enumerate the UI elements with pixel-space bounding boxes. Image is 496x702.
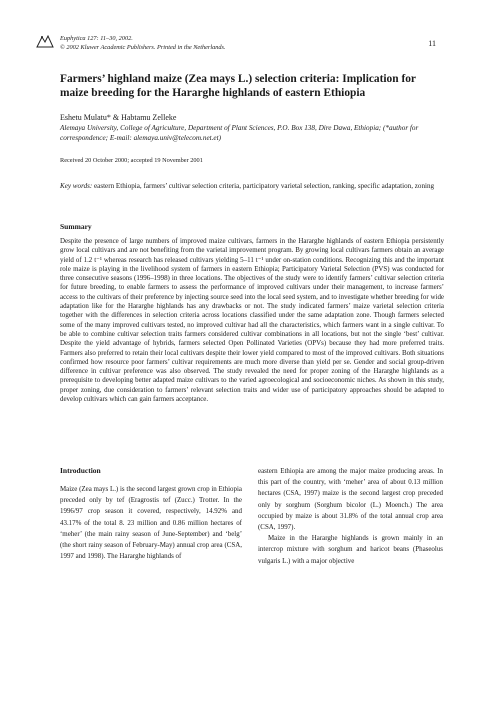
journal-citation: Euphytica 127: 11–30, 2002. [60,35,133,42]
copyright-line: © 2002 Kluwer Academic Publishers. Printed in the Netherlands. [60,43,226,51]
intro-paragraph: Maize in the Hararghe highlands is grown mainly in an intercrop mixture with sorghum and haricot beans (Phaseolus vulgaris L.) with a major objective [258,534,443,565]
introduction-heading: Introduction [60,466,101,475]
intro-column-left: Maize (Zea mays L.) is the second largest grown crop in Ethiopia preceded only by tef (Eragrostis tef (Zucc.) Trotter. In the 1996/97 crop season it covered, respectively, 14.92% and 43.17% of the total 8. 23 million and 0.86 million hectares of ‘meher’ (the main rainy season of June-September) and ‘belg’ (the short rainy season of February-May) annual crop area (CSA, 1997 and 1998). The Hararghe highlands of [60,485,242,561]
page-number: 11 [428,39,436,48]
intro-paragraph: eastern Ethiopia are among the major maize producing areas. In this part of the country, with ‘meher’ area of about 0.13 million hectares (CSA, 1997) maize is the second largest crop preceded only by sorghum (Sorghum bicolor (L.) Moench.) The area occupied by maize is about 31.8% of the total annual crop area (CSA, 1997). [258,467,443,532]
article-title: Farmers’ highland maize (Zea mays L.) selection criteria: Implication for maize breeding for the Hararghe highlands of eastern Ethiopia [60,73,416,99]
keywords-text: eastern Ethiopia, farmers’ cultivar selection criteria, participatory varietal selection, ranking, specific adaptation, zoning [94,182,435,190]
keywords-label: Key words: [60,182,93,190]
publisher-logo-icon [36,34,54,48]
intro-column-right [258,466,443,567]
summary-heading: Summary [60,222,92,231]
summary-text: Despite the presence of large numbers of improved maize cultivars, farmers in the Hararghe highlands of eastern Ethiopia persistently grow local cultivars and are not benefiting from the varietal improvement program. By growing local cultivars farmers obtain an average yield of 1.2 t⁻¹ whereas research has released cultivars yielding 5–11 t⁻¹ under on-station conditions. Recognizing this and the important role maize is playing in the livelihood system of farmers in eastern Ethiopia; Participatory Varietal Selection (PVS) was conducted for three consecutive seasons (1996–1998) in three locations. The objectives of the study were to identify farmers’ cultivar selection criteria for future breeding, to enable farmers to assess the performance of improved cultivars under their management, to increase farmers’ access to the cultivars of their preference by injecting source seed into the local seed system, and to investigate whether breeding for wide adaptation like for the Hararghe highlands has any drawbacks or not. The study indicated farmers’ maize varietal selection criteria together with the differences in selection criteria across locations classified under the same adaptation zone. Though farmers selected some of the many improved cultivars tested, no improved cultivar had all the characteristics, which farmers want in a single cultivar. To be able to combine cultivar selection traits farmers considered cultivar combinations in all locations, but not the single ‘best’ cultivar. Despite the yield advantage of hybrids, farmers selected Open Pollinated Varieties (OPVs) because they had more preferred traits. Farmers also preferred to retain their local cultivars despite their lower yield compared to most of the improved cultivars. Both situations confirmed how resource poor farmers’ cultivar requirements are much more diverse than yield per se. Gender and social group-driven difference in cultivar preference was also observed. The study revealed the need for proper zoning of the Hararghe highlands as a prerequisite to developing better adapted maize cultivars to the varied agroecological and socioeconomic niches. As shown in this study, proper zoning, due consideration to farmers’ relevant selection traits and wider use of participatory approaches should be adapted to develop cultivars which can gain farmers acceptance. [60,237,444,404]
received-dates: Received 20 October 2000; accepted 19 November 2001 [60,157,203,164]
affiliation: Alemaya University, College of Agriculture, Department of Plant Sciences, P.O. Box 138, Dire Dawa, Ethiopia; (*author for correspondence; E-mail: alemaya.univ@telecom.net.et) [60,124,419,142]
author-list: Eshetu Mulatu* & Habtamu Zelleke [60,113,177,122]
journal-info [60,35,226,52]
keywords [60,182,448,192]
